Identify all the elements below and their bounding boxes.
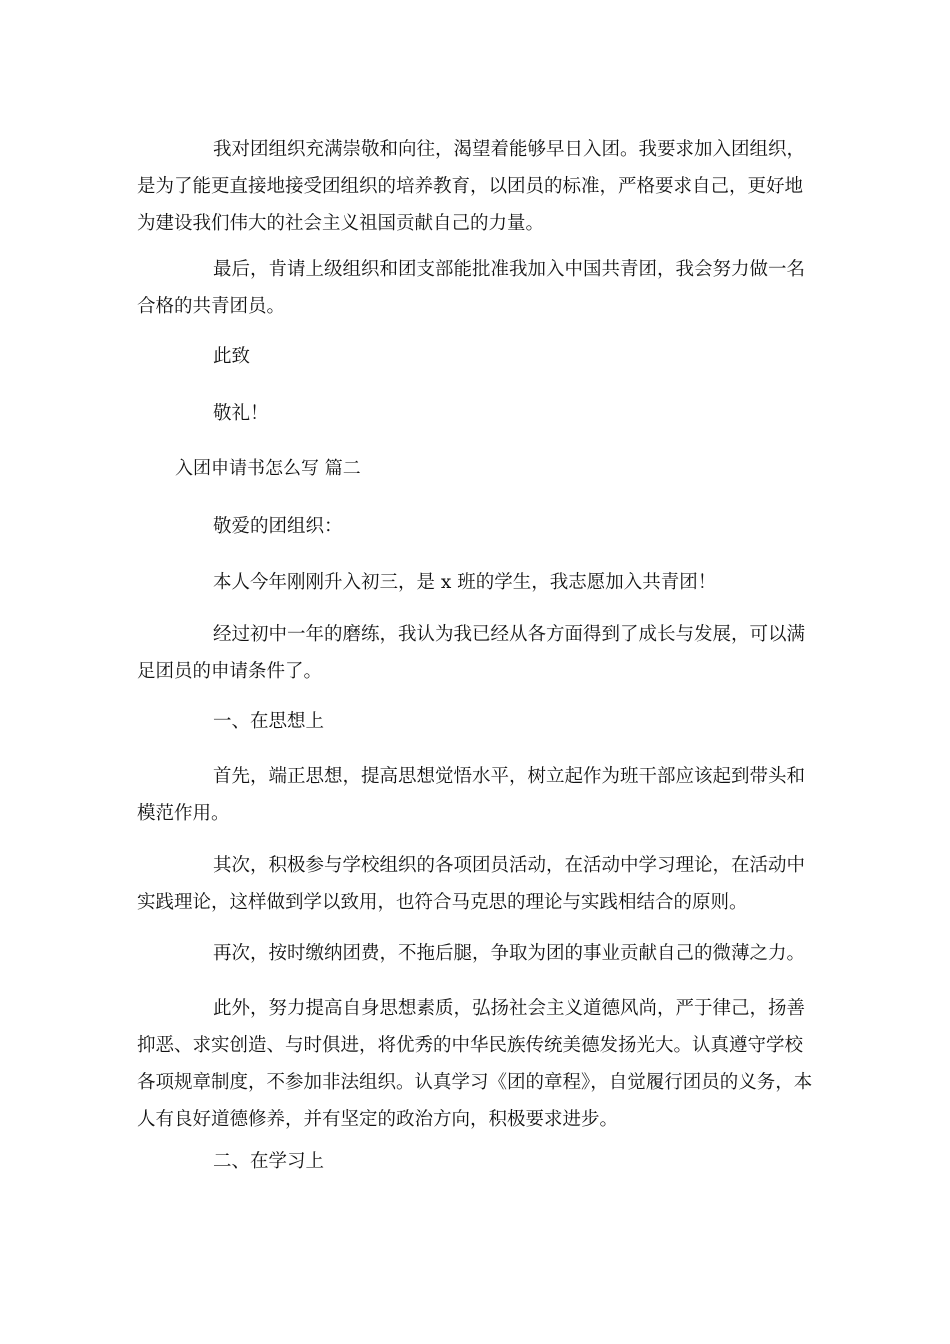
paragraph-4: 经过初中一年的磨练，我认为我已经从各方面得到了成长与发展，可以满足团员的申请条件了。 [137, 624, 806, 682]
paragraph-salutation-2: 敬礼！ [213, 403, 269, 424]
paragraph-7: 再次，按时缴纳团费，不拖后腿，争取为团的事业贡献自己的微薄之力。 [213, 943, 806, 964]
paragraph-salutation-1: 此致 [213, 346, 251, 367]
paragraph-5: 首先，端正思想，提高思想觉悟水平，树立起作为班干部应该起到带头和模范作用。 [137, 766, 806, 824]
paragraph-greeting: 敬爱的团组织： [213, 516, 343, 537]
subheading-thought: 一、在思想上 [213, 711, 325, 732]
paragraph-6: 其次，积极参与学校组织的各项团员活动，在活动中学习理论，在活动中实践理论，这样做到学以致用，也符合马克思的理论与实践相结合的原则。 [137, 855, 806, 913]
paragraph-8: 此外，努力提高自身思想素质，弘扬社会主义道德风尚，严于律己，扬善抑恶、求实创造、与时俱进，将优秀的中华民族传统美德发扬光大。认真遵守学校各项规章制度，不参加非法组织。认真学习《团的章程》，自觉履行团员的义务，本人有良好道德修养，并有坚定的政治方向，积极要求进步。 [137, 998, 813, 1130]
section-heading: 入团申请书怎么写 篇二 [175, 458, 361, 479]
paragraph-2: 最后，肯请上级组织和团支部能批准我加入中国共青团，我会努力做一名合格的共青团员。 [137, 259, 806, 317]
paragraph-1: 我对团组织充满崇敬和向往，渴望着能够早日入团。我要求加入团组织，是为了能更直接地接受团组织的培养教育，以团员的标准，严格要求自己，更好地为建设我们伟大的社会主义祖国贡献自己的力量。 [137, 139, 806, 234]
subheading-study: 二、在学习上 [213, 1151, 325, 1172]
paragraph-3: 本人今年刚刚升入初三，是 x 班的学生，我志愿加入共青团！ [213, 572, 717, 593]
